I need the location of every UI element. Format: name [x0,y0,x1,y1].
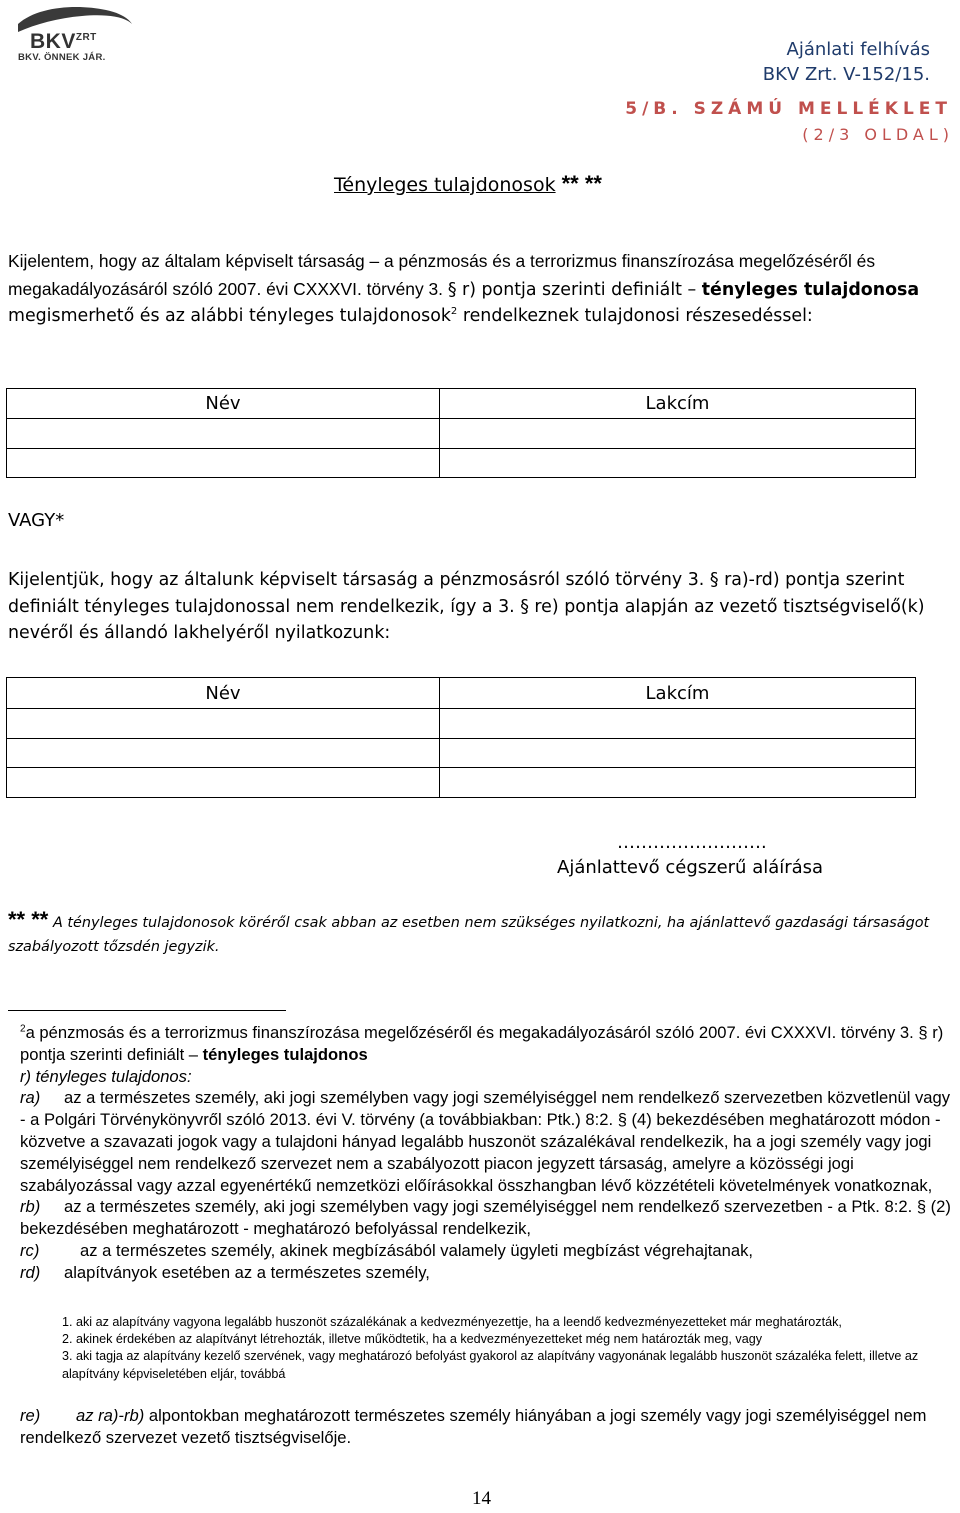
table-cell[interactable] [7,768,440,798]
footnote-rc: rc) az a természetes személy, akinek megbízásából valamely ügyleti megbízást végrehajtanak, [20,1240,753,1260]
header-page: (2/3 OLDAL) [802,125,954,144]
foundation-items [62,1314,952,1383]
list-item: 3. aki tagja az alapítvány kezelő szervének, vagy meghatározó befolyást gyakorol az alapítvány vagyonának legalább huszonöt százaléka felett, illetve az alapítvány képviseletében eljár, továbbá [62,1349,919,1381]
column-header-name: Név [7,389,440,419]
list-item: 1. aki az alapítvány vagyona legalább huszonöt százalékának a kedvezményezettje, ha a leendő kedvezményezetteket már meghatározták, [62,1315,842,1329]
table-row [7,768,916,798]
footnote-ra: ra) az a természetes személy, aki jogi személyben vagy jogi személyiséggel nem rendelkező szervezetben közvetlenül vagy - a Polgári Törvénykönyvről szóló 2013. évi V. törvény (a továbbiakban: Ptk.) 8:2. § (4) bekezdésében meghatározott módon - közvetve a szavazati jogok vagy a tulajdoni hányad legalább huszonöt százalékával rendelkezik, ha a jogi személy vagy jogi személyiséggel nem rendelkező szervezet nem a szabályozott piacon jegyzett társaság, amelyre a közösségi jogi szabályozással vagy azzal egyenértékű nemzetközi előírásokkal összhangban lévő közzétételi követelmények vonatkoznak, [20,1088,951,1195]
header-reference: BKV Zrt. V-152/15. [762,64,930,85]
footnote-intro: $^2$a pénzmosás és a terrorizmus finanszírozása megelőzéséről és megakadályozásáról szóló 2007. évi CXXXVI. törvény 3. § r) pontja szerinti definiált – tényleges tulajdonos [20,1023,944,1064]
header-annex: 5/B. SZÁMÚ MELLÉKLET [625,99,952,119]
table-cell[interactable] [7,709,440,739]
footnote-re: re) az ra)-rb) alpontokban meghatározott természetes személy hiányában a jogi személy vagy jogi személyiséggel nem rendelkező szervezet vezető tisztségviselője. [20,1406,927,1447]
table-row [7,419,916,449]
signature-label: Ajánlattevő cégszerű aláírása [557,857,824,878]
alternative-declaration: Kijelentjük, hogy az általunk képviselt társaság a pénzmosásról szóló törvény 3. § ra)-rd) pontja szerint definiált tényleges tulajdonossal nem rendelkezik, így a 3. § re) pontja alapján az vezető tisztségviselő(k) nevéről és állandó lakhelyéről nyilatkozunk: [8,570,925,643]
footnote-rb: rb) az a természetes személy, aki jogi személyben vagy jogi személyiséggel nem rendelkező szervezetben - a Ptk. 8:2. § (2) bekezdésében meghatározott - meghatározó befolyással rendelkezik, [20,1197,951,1239]
title-stars: ** ** [561,171,602,196]
logo-tagline: BKV. ÖNNEK JÁR. [18,52,106,63]
logo-wordmark: $BKV^{ZRT}$ [30,30,97,53]
title-text: Tényleges tulajdonosok [334,174,556,196]
footnote-r-title: r) tényleges tulajdonos: [20,1066,192,1086]
table-cell[interactable] [440,419,916,449]
column-header-address: Lakcím [440,389,916,419]
column-header-address: Lakcím [440,678,916,709]
table-cell[interactable] [440,739,916,768]
footnote-separator [8,1010,286,1011]
table-row [7,449,916,478]
table-cell[interactable] [440,768,916,798]
table-cell[interactable] [7,449,440,478]
table-cell[interactable] [440,709,916,739]
table-cell[interactable] [440,449,916,478]
footnote-rd: rd) alapítványok esetében az a természetes személy, [20,1262,430,1282]
table-row [7,739,916,768]
table-cell[interactable] [7,739,440,768]
stars-note: ** ** A tényleges tulajdonosok köréről csak abban az esetben nem szükséges nyilatkozni, ha ajánlattevő gazdasági társaságot szabályozott tőzsdén jegyzik. [8,907,930,955]
page-title [334,171,602,197]
page-number: 14 [472,1488,491,1509]
list-item: 2. akinek érdekében az alapítványt létrehozták, illetve működtetik, ha a kedvezményezetteket még nem határozták meg, vagy [62,1332,763,1347]
footnote [20,1022,955,1284]
declaration-paragraph: Kijelentem, hogy az általam képviselt társaság – a pénzmosás és a terrorizmus finanszírozása megelőzéséről és megakadályozásáról szóló 2007. évi CXXXVI. törvény 3. § r) pontja szerinti definiált – tényleges tulajdonosa megismerhető és az alábbi tényleges tulajdonosok$^2$ rendelkeznek tulajdonosi részesedéssel: [8,251,920,326]
or-label: VAGY* [8,510,65,531]
officers-table [6,677,916,798]
signature-line: ……………………. [617,832,767,853]
table-row [7,709,916,739]
table-cell[interactable] [7,419,440,449]
header-notice: Ajánlati felhívás [786,39,930,60]
owners-table [6,388,916,478]
column-header-name: Név [7,678,440,709]
